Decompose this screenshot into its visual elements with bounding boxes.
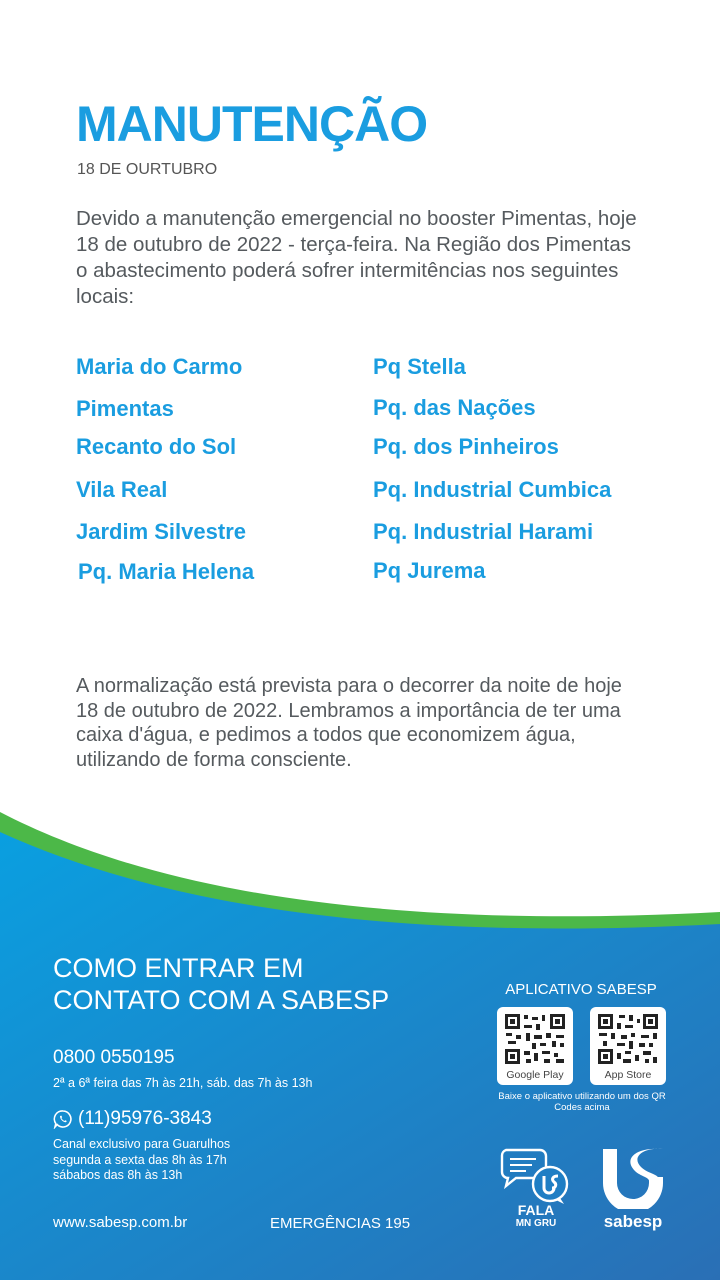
whatsapp-contact[interactable] xyxy=(53,1108,212,1130)
location-item: Recanto do Sol xyxy=(76,434,237,459)
date-label: 18 DE OURTUBRO xyxy=(77,161,218,178)
sabesp-logo-text: sabesp xyxy=(603,1212,663,1231)
whatsapp-info-line: Canal exclusivo para Guarulhos xyxy=(53,1137,231,1151)
location-item: Pq. Maria Helena xyxy=(78,559,255,584)
sabesp-logo-icon xyxy=(601,1147,665,1209)
location-item: Maria do Carmo xyxy=(76,354,243,379)
location-item: Pq. dos Pinheiros xyxy=(373,434,559,459)
google-play-qr[interactable] xyxy=(497,1007,573,1085)
phone-hours: 2ª a 6ª feira das 7h às 21h, sáb. das 7h às 13h xyxy=(53,1076,313,1090)
whatsapp-number: (11)95976-3843 xyxy=(78,1108,212,1129)
location-item: Vila Real xyxy=(76,477,168,502)
app-note: Baixe o aplicativo utilizando um dos QR Codes acima xyxy=(498,1091,666,1113)
fala-logo-subtext: MN GRU xyxy=(515,1218,557,1229)
location-item: Pq Jurema xyxy=(373,558,486,583)
website-link[interactable]: www.sabesp.com.br xyxy=(53,1214,188,1231)
whatsapp-info-line: segunda a sexta das 8h às 17h xyxy=(53,1152,227,1167)
fala-logo-text: FALA xyxy=(517,1202,555,1218)
qr-code-icon xyxy=(597,1013,659,1065)
fala-logo-icon xyxy=(498,1146,574,1206)
app-title: APLICATIVO SABESP xyxy=(505,981,657,998)
qr-code-icon xyxy=(504,1013,566,1065)
whatsapp-info xyxy=(53,1137,230,1184)
contact-title-line: CONTATO COM A SABESP xyxy=(53,985,390,1015)
google-play-label: Google Play xyxy=(506,1069,564,1081)
location-item: Pimentas xyxy=(76,396,174,421)
intro-paragraph: Devido a manutenção emergencial no booster Pimentas, hoje 18 de outubro de 2022 - terça-feira. Na Região dos Pimentas o abastecimento poderá sofrer intermitências nos seguintes locais: xyxy=(76,207,637,308)
whatsapp-info-line: sábabos das 8h às 13h xyxy=(53,1168,183,1182)
location-item: Pq. Industrial Cumbica xyxy=(373,477,612,502)
normalization-paragraph: A normalização está prevista para o decorrer da noite de hoje 18 de outubro de 2022. Lembramos a importância de ter uma caixa d'água, e pedimos a todos que economizem água, utilizando de forma consciente. xyxy=(76,675,622,771)
location-item: Pq. das Nações xyxy=(373,395,536,420)
emergency-number: EMERGÊNCIAS 195 xyxy=(270,1215,411,1232)
app-store-qr[interactable] xyxy=(590,1007,666,1085)
location-item: Pq Stella xyxy=(373,354,466,379)
location-item: Pq. Industrial Harami xyxy=(373,519,594,544)
location-item: Jardim Silvestre xyxy=(76,519,246,544)
whatsapp-icon xyxy=(53,1109,73,1129)
phone-number[interactable]: 0800 0550195 xyxy=(53,1047,175,1068)
page-title: MANUTENÇÃO xyxy=(76,96,428,152)
contact-title xyxy=(53,952,389,1016)
app-store-label: App Store xyxy=(604,1069,652,1081)
contact-title-line: COMO ENTRAR EM xyxy=(53,953,304,983)
